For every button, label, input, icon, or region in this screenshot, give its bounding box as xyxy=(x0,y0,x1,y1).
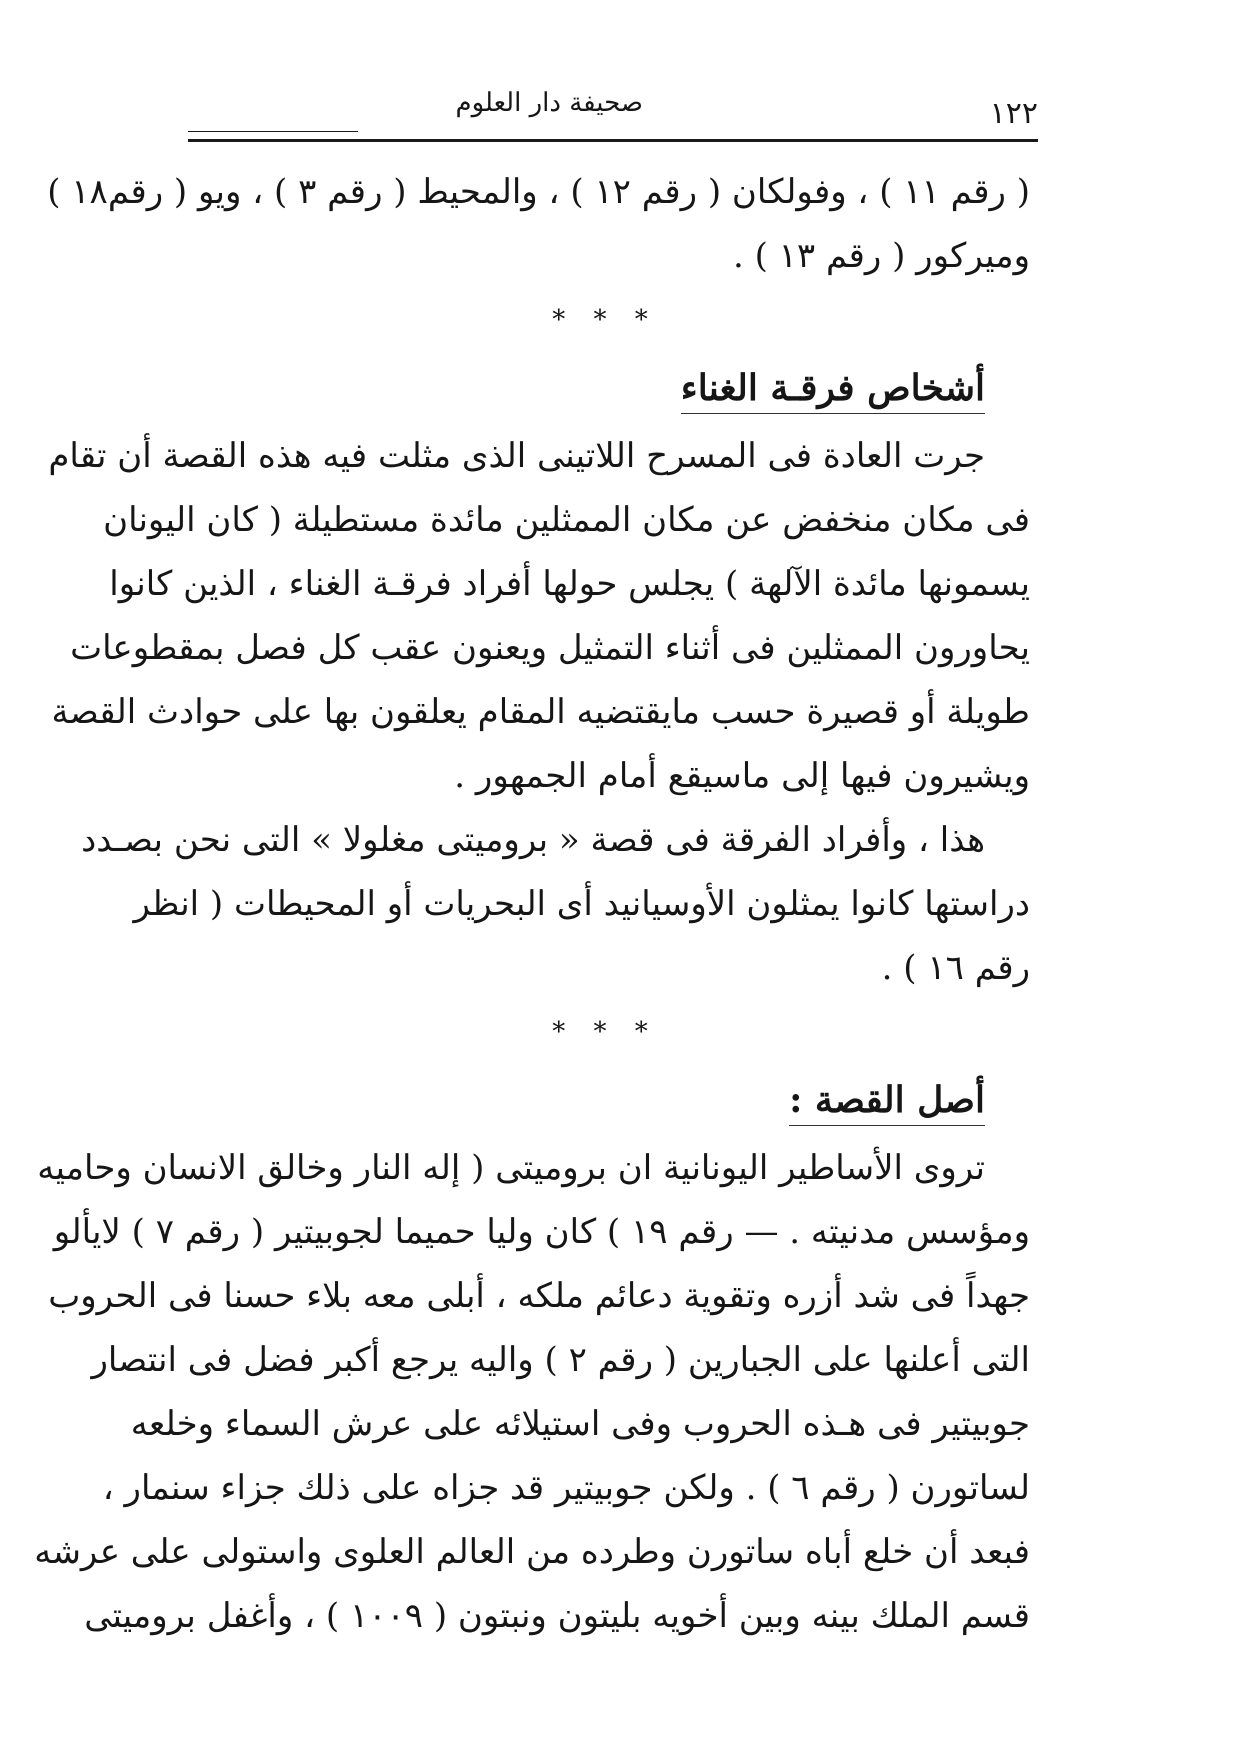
text-line: جهداً فى شد أزره وتقوية دعائم ملكه ، أبلى معه بلاء حسنا فى الحروب xyxy=(48,1276,1030,1316)
text-line: التى أعلنها على الجبارين ( رقم ٢ ) واليه يرجع أكبر فضل فى انتصار xyxy=(91,1340,1030,1380)
header-rule-thin xyxy=(188,131,358,132)
running-title: صحيفة دار العلوم xyxy=(455,88,643,118)
text-line: فبعد أن خلع أباه ساتورن وطرده من العالم العلوى واستولى على عرشه xyxy=(34,1532,1030,1572)
text-line: تروى الأساطير اليونانية ان بروميتى ( إله النار وخالق الانسان وحاميه xyxy=(37,1148,985,1188)
text-line: دراستها كانوا يمثلون الأوسيانيد أى البحريات أو المحيطات ( انظر xyxy=(133,884,1030,924)
text-line: ويشيرون فيها إلى ماسيقع أمام الجمهور . xyxy=(454,756,1030,796)
text-line: ومؤسس مدنيته . — رقم ١٩ ) كان وليا حميما لجوبيتير ( رقم ٧ ) لايألو xyxy=(53,1212,1030,1252)
text-line: جوبيتير فى هـذه الحروب وفى استيلائه على عرش السماء وخلعه xyxy=(130,1404,1030,1444)
text-line: جرت العادة فى المسرح اللاتينى الذى مثلت فيه هذه القصة أن تقام xyxy=(48,436,985,476)
text-line: طويلة أو قصيرة حسب مايقتضيه المقام يعلقون بها على حوادث القصة xyxy=(51,692,1030,732)
paragraph xyxy=(48,424,1030,808)
section-heading-text: أصل القصة : xyxy=(789,1079,985,1126)
paragraph-continuation xyxy=(47,160,1030,288)
section-separator: * * * xyxy=(552,1017,658,1047)
page-number: ١٢٢ xyxy=(989,96,1038,131)
text-line: لساتورن ( رقم ٦ ) . ولكن جوبيتير قد جزاه على ذلك جزاء سنمار ، xyxy=(102,1468,1030,1508)
text-line: يحاورون الممثلين فى أثناء التمثيل ويعنون عقب كل فصل بمقطوعات xyxy=(70,628,1030,668)
text-line: يسمونها مائدة الآلهة ) يجلس حولها أفراد فرقـة الغناء ، الذين كانوا xyxy=(109,564,1030,604)
paragraph xyxy=(34,1136,1030,1648)
text-line: فى مكان منخفض عن مكان الممثلين مائدة مستطيلة ( كان اليونان xyxy=(103,500,1030,540)
section-heading xyxy=(180,1064,1030,1136)
section-separator: * * * xyxy=(552,305,658,335)
header-rule xyxy=(188,139,1038,142)
text-line: هذا ، وأفراد الفرقة فى قصة « بروميتى مغلولا » التى نحن بصـدد xyxy=(81,820,985,860)
text-line: ( رقم ١١ ) ، وفولكان ( رقم ١٢ ) ، والمحيط ( رقم ٣ ) ، ويو ( رقم١٨ ) xyxy=(47,172,1030,212)
page-header xyxy=(188,82,1038,138)
section-heading-text: أشخاص فرقـة الغناء xyxy=(681,367,985,414)
text-line: وميركور ( رقم ١٣ ) . xyxy=(732,236,1030,276)
text-line: قسم الملك بينه وبين أخويه بليتون ونبتون ( ١٠٠٩ ) ، وأغفل بروميتى xyxy=(84,1596,1030,1636)
section-heading xyxy=(180,352,1030,424)
body-text xyxy=(34,160,1030,1648)
paragraph xyxy=(81,808,1030,1000)
text-line: رقم ١٦ ) . xyxy=(881,948,1030,988)
